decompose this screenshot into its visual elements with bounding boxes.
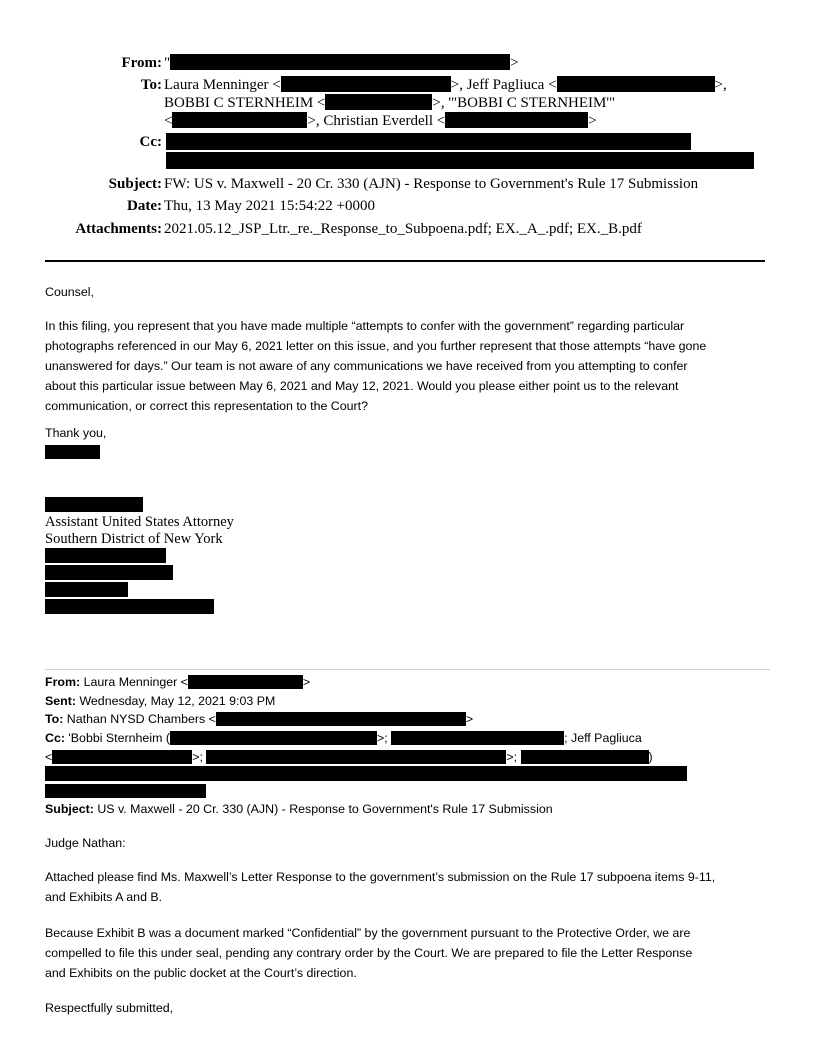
date-value: Thu, 13 May 2021 15:54:22 +0000 bbox=[164, 198, 375, 214]
body-line: communication, or correct this representation to the Court? bbox=[45, 399, 368, 413]
salutation: Judge Nathan: bbox=[45, 836, 126, 850]
redaction bbox=[45, 497, 143, 512]
signature-office: Southern District of New York bbox=[45, 531, 223, 547]
redaction bbox=[216, 712, 466, 726]
redaction bbox=[45, 548, 166, 563]
recipient: Laura Menninger < bbox=[164, 77, 281, 93]
redaction bbox=[166, 152, 754, 169]
attachments-label: Attachments: bbox=[75, 221, 162, 237]
fwd-cc bbox=[45, 730, 642, 746]
redaction bbox=[172, 112, 307, 128]
body-line: and Exhibits A and B. bbox=[45, 890, 163, 904]
closing: Thank you, bbox=[45, 426, 107, 440]
redaction bbox=[45, 565, 173, 580]
fwd-cc-2 bbox=[45, 749, 653, 765]
value: Wednesday, May 12, 2021 9:03 PM bbox=[79, 694, 276, 708]
bracket: > bbox=[510, 55, 519, 71]
subject-value: FW: US v. Maxwell - 20 Cr. 330 (AJN) - Response to Government's Rule 17 Submission bbox=[164, 176, 699, 192]
signature-title: Assistant United States Attorney bbox=[45, 514, 234, 530]
redaction bbox=[521, 750, 649, 764]
attachments-value[interactable]: 2021.05.12_JSP_Ltr._re._Response_to_Subpoena.pdf; EX._A_.pdf; EX._B.pdf bbox=[164, 221, 642, 237]
text: ) bbox=[648, 750, 653, 764]
body-line: unanswered for days.” Our team is not aware of any communications we have received from you attempting to confer bbox=[45, 359, 688, 373]
fwd-subject bbox=[45, 801, 553, 817]
to-line-2 bbox=[164, 94, 615, 112]
to-line-3 bbox=[164, 112, 597, 130]
redaction bbox=[45, 599, 214, 614]
to-line-1 bbox=[164, 76, 727, 94]
body-line: Attached please find Ms. Maxwell’s Letter Response to the government’s submission on the Rule 17 subpoena items 9-11, bbox=[45, 870, 716, 884]
quote: " bbox=[164, 55, 171, 71]
text: >; bbox=[192, 750, 203, 764]
value: Laura Menninger < bbox=[83, 675, 188, 689]
text: > bbox=[302, 675, 311, 689]
label: Sent: bbox=[45, 694, 76, 708]
redaction bbox=[170, 731, 377, 745]
fwd-sent bbox=[45, 693, 275, 709]
recipient: >, '"BOBBI C STERNHEIM'" bbox=[432, 95, 616, 111]
label: To: bbox=[45, 712, 64, 726]
fwd-from bbox=[45, 674, 310, 690]
from-value bbox=[164, 54, 519, 72]
value: Nathan NYSD Chambers < bbox=[66, 712, 216, 726]
redaction bbox=[206, 750, 506, 764]
recipient: >, Jeff Pagliuca < bbox=[450, 77, 557, 93]
subject-label: Subject: bbox=[108, 176, 162, 192]
redaction bbox=[325, 94, 432, 110]
fwd-to bbox=[45, 711, 473, 727]
body-line: photographs referenced in our May 6, 2021 letter on this issue, and you further represent that those attempts “have gone bbox=[45, 339, 707, 353]
forward-divider bbox=[45, 669, 770, 670]
recipient: BOBBI C STERNHEIM < bbox=[164, 95, 326, 111]
label: Subject: bbox=[45, 802, 94, 816]
redaction bbox=[166, 133, 691, 150]
greeting: Counsel, bbox=[45, 285, 94, 299]
label: From: bbox=[45, 675, 81, 689]
text: >; bbox=[506, 750, 518, 764]
redaction bbox=[45, 582, 128, 597]
body-line: In this filing, you represent that you have made multiple “attempts to confer with the government” regarding particular bbox=[45, 319, 685, 333]
cc-label: Cc: bbox=[139, 134, 162, 150]
header-divider bbox=[45, 260, 765, 262]
body-line: about this particular issue between May 6, 2021 and May 12, 2021. Would you please either point us to the relevant bbox=[45, 379, 679, 393]
body-line: compelled to file this under seal, pending any contrary order by the Court. We are prepared to file the Letter Response bbox=[45, 946, 693, 960]
recipient: >, Christian Everdell < bbox=[307, 113, 446, 129]
redaction bbox=[52, 750, 192, 764]
body-line: Because Exhibit B was a document marked “Confidential” by the government pursuant to the Protective Order, we are bbox=[45, 926, 691, 940]
redaction bbox=[445, 112, 588, 128]
value: US v. Maxwell - 20 Cr. 330 (AJN) - Response to Government's Rule 17 Submission bbox=[97, 802, 553, 816]
redaction bbox=[281, 76, 451, 92]
redaction bbox=[170, 54, 510, 70]
redaction bbox=[188, 675, 303, 689]
date-label: Date: bbox=[127, 198, 162, 214]
body-line: and Exhibits on the public docket at the Court’s direction. bbox=[45, 966, 357, 980]
to-label: To: bbox=[140, 77, 162, 93]
redaction bbox=[45, 445, 100, 459]
text: ; Jeff Pagliuca bbox=[564, 731, 642, 745]
redaction bbox=[45, 766, 687, 781]
redaction bbox=[45, 784, 206, 798]
label: Cc: bbox=[45, 731, 65, 745]
redaction bbox=[557, 76, 715, 92]
text: >; bbox=[376, 731, 388, 745]
text: < bbox=[45, 750, 53, 764]
text: >, bbox=[714, 77, 727, 93]
text: > bbox=[465, 712, 474, 726]
from-label: From: bbox=[121, 55, 162, 71]
text: < bbox=[164, 113, 173, 129]
closing: Respectfully submitted, bbox=[45, 1001, 174, 1015]
value: 'Bobbi Sternheim ( bbox=[68, 731, 170, 745]
redaction bbox=[391, 731, 564, 745]
text: > bbox=[588, 113, 597, 129]
